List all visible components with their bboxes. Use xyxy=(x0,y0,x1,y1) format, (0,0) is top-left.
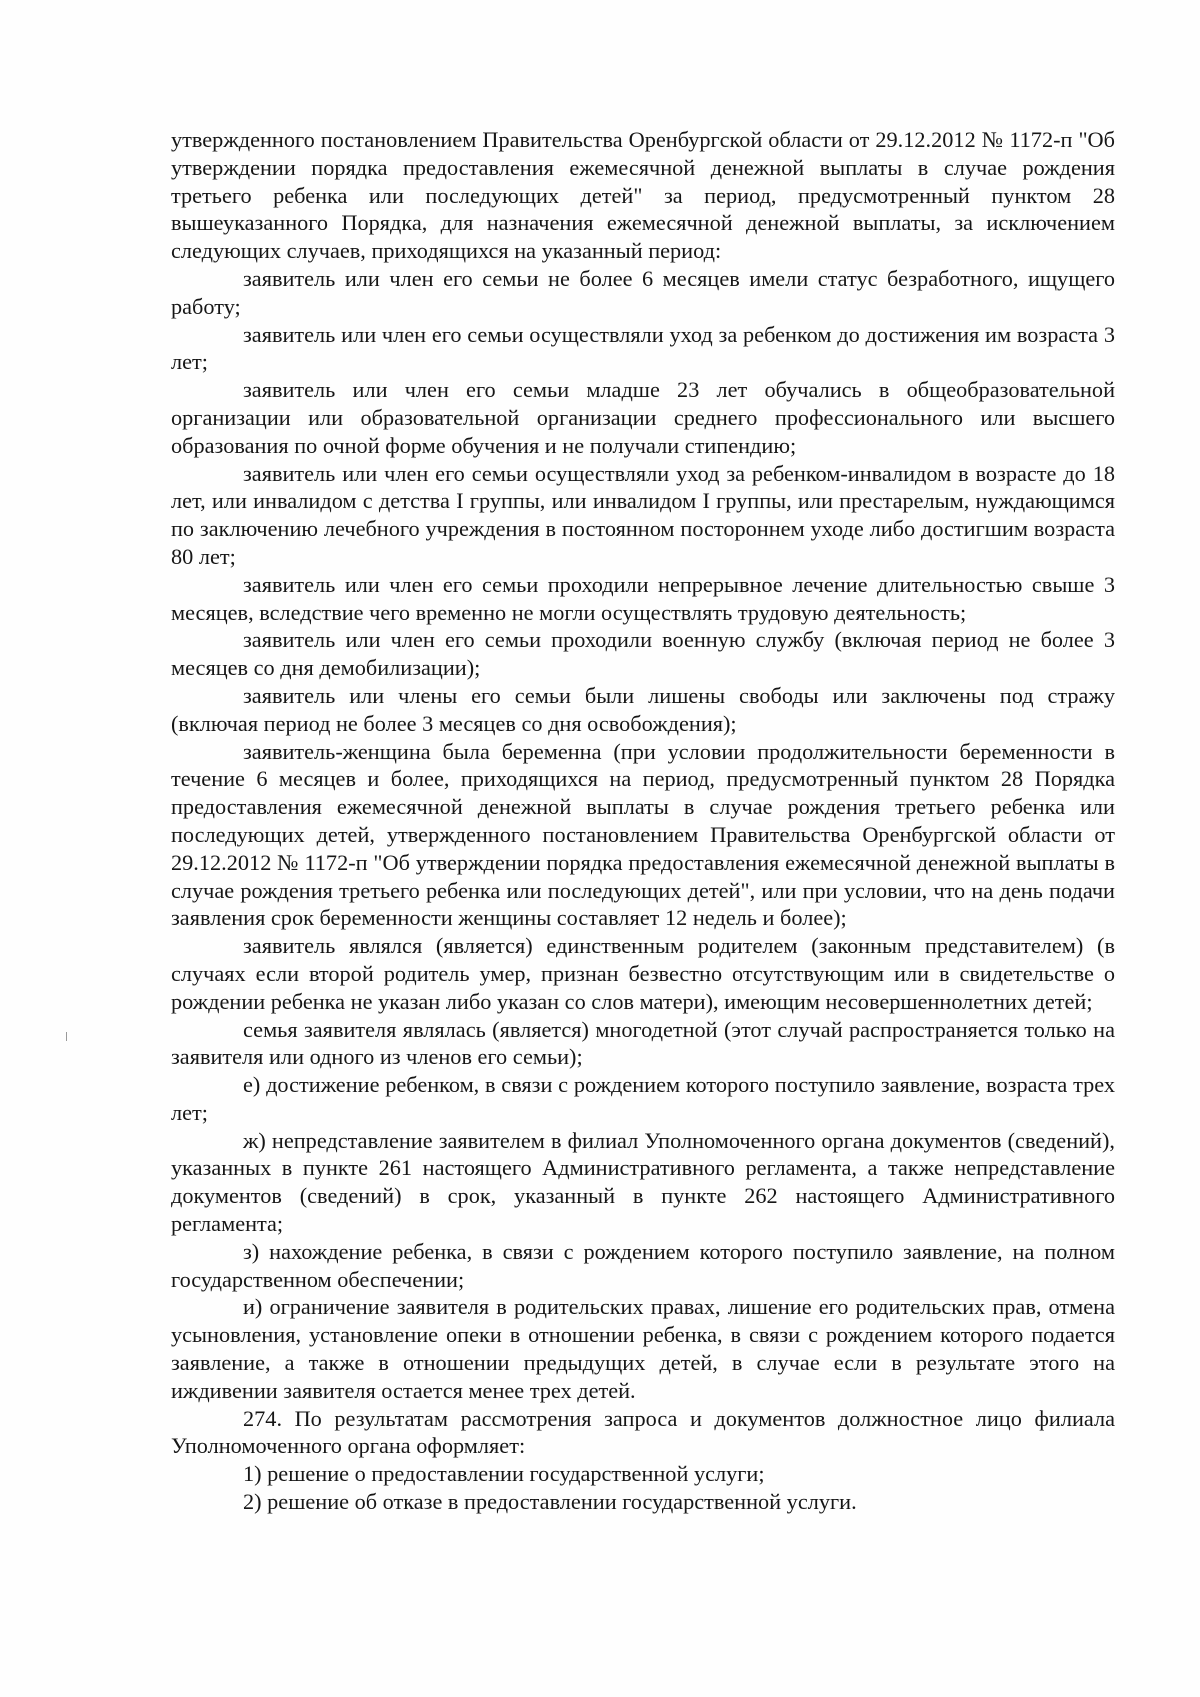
document-body xyxy=(171,126,1115,1516)
paragraph-section-274: 274. По результатам рассмотрения запроса и документов должностное лицо филиала Уполномоченного органа оформляет: xyxy=(171,1405,1115,1459)
paragraph-full-time-study: заявитель или член его семьи младше 23 лет обучались в общеобразовательной организации или образовательной организации среднего профессионального или высшего образования по очной форме обучения и не получали стипендию; xyxy=(171,377,1115,458)
paragraph-military-service: заявитель или член его семьи проходили военную службу (включая период не более 3 месяцев со дня демобилизации); xyxy=(171,627,1115,681)
paragraph-item-i: и) ограничение заявителя в родительских правах, лишение его родительских прав, отмена усыновления, установление опеки в отношении ребенка, в связи с рождением которого подается заявление, а также в отношении предыдущих детей, в случае если в результате этого на иждивении заявителя остается менее трех детей. xyxy=(171,1294,1115,1403)
paragraph-large-family: семья заявителя являлась (является) многодетной (этот случай распространяется только на заявителя или одного из членов его семьи); xyxy=(171,1016,1115,1070)
paragraph-decision-grant: 1) решение о предоставлении государственной услуги; xyxy=(243,1461,765,1487)
scan-edge-mark xyxy=(66,1032,67,1041)
paragraph-item-e: е) достижение ребенком, в связи с рождением которого поступило заявление, возраста трех лет; xyxy=(171,1072,1115,1125)
paragraph-child-care-under-3: заявитель или член его семьи осуществляли уход за ребенком до достижения им возраста 3 лет; xyxy=(171,321,1115,375)
paragraph-pregnancy: заявитель-женщина была беременна (при условии продолжительности беременности в течение 6 месяцев и более, приходящихся на период, предусмотренный пунктом 28 Порядка предоставления ежемесячной денежной выплаты в случае рождения третьего ребенка или последующих детей, утвержденного постановлением Правительства Оренбургской области от 29.12.2012 № 1172-п "Об утверждении порядка предоставления ежемесячной денежной выплаты в случае рождения третьего ребенка или последующих детей", или при условии, что на день подачи заявления срок беременности женщины составляет 12 недель и более); xyxy=(171,738,1115,931)
paragraph-imprisonment: заявитель или члены его семьи были лишены свободы или заключены под стражу (включая период не более 3 месяцев со дня освобождения); xyxy=(171,682,1115,736)
paragraph-item-zh: ж) непредставление заявителем в филиал Уполномоченного органа документов (сведений), указанных в пункте 261 настоящего Административного регламента, а также непредставление документов (сведений) в срок, указанный в пункте 262 настоящего Административного регламента; xyxy=(171,1127,1115,1237)
paragraph-unemployed-status: заявитель или член его семьи не более 6 месяцев имели статус безработного, ищущего работу; xyxy=(171,265,1115,319)
paragraph-care-for-disabled: заявитель или член его семьи осуществляли уход за ребенком-инвалидом в возрасте до 18 лет, или инвалидом с детства I группы, или инвалидом I группы, или престарелым, нуждающимся по заключению лечебного учреждения в постоянном постороннем уходе либо достигшим возраста 80 лет; xyxy=(171,460,1115,569)
paragraph-single-parent: заявитель являлся (является) единственным родителем (законным представителем) (в случаях если второй родитель умер, признан безвестно отсутствующим или в свидетельстве о рождении ребенка не указан либо указан со слов матери), имеющим несовершеннолетних детей; xyxy=(171,933,1115,1014)
paragraph-intro-continuation: утвержденного постановлением Правительства Оренбургской области от 29.12.2012 № 1172-п "Об утверждении порядка предоставления ежемесячной денежной выплаты в случае рождения третьего ребенка или последующих детей" за период, предусмотренный пунктом 28 вышеуказанного Порядка, для назначения ежемесячной денежной выплаты, за исключением следующих случаев, приходящихся на указанный период: xyxy=(171,127,1115,264)
paragraph-medical-treatment: заявитель или член его семьи проходили непрерывное лечение длительностью свыше 3 месяцев, вследствие чего временно не могли осуществлять трудовую деятельность; xyxy=(171,571,1115,625)
paragraph-decision-refusal: 2) решение об отказе в предоставлении государственной услуги. xyxy=(243,1489,857,1515)
paragraph-item-z: з) нахождение ребенка, в связи с рождением которого поступило заявление, на полном государственном обеспечении; xyxy=(171,1238,1115,1292)
